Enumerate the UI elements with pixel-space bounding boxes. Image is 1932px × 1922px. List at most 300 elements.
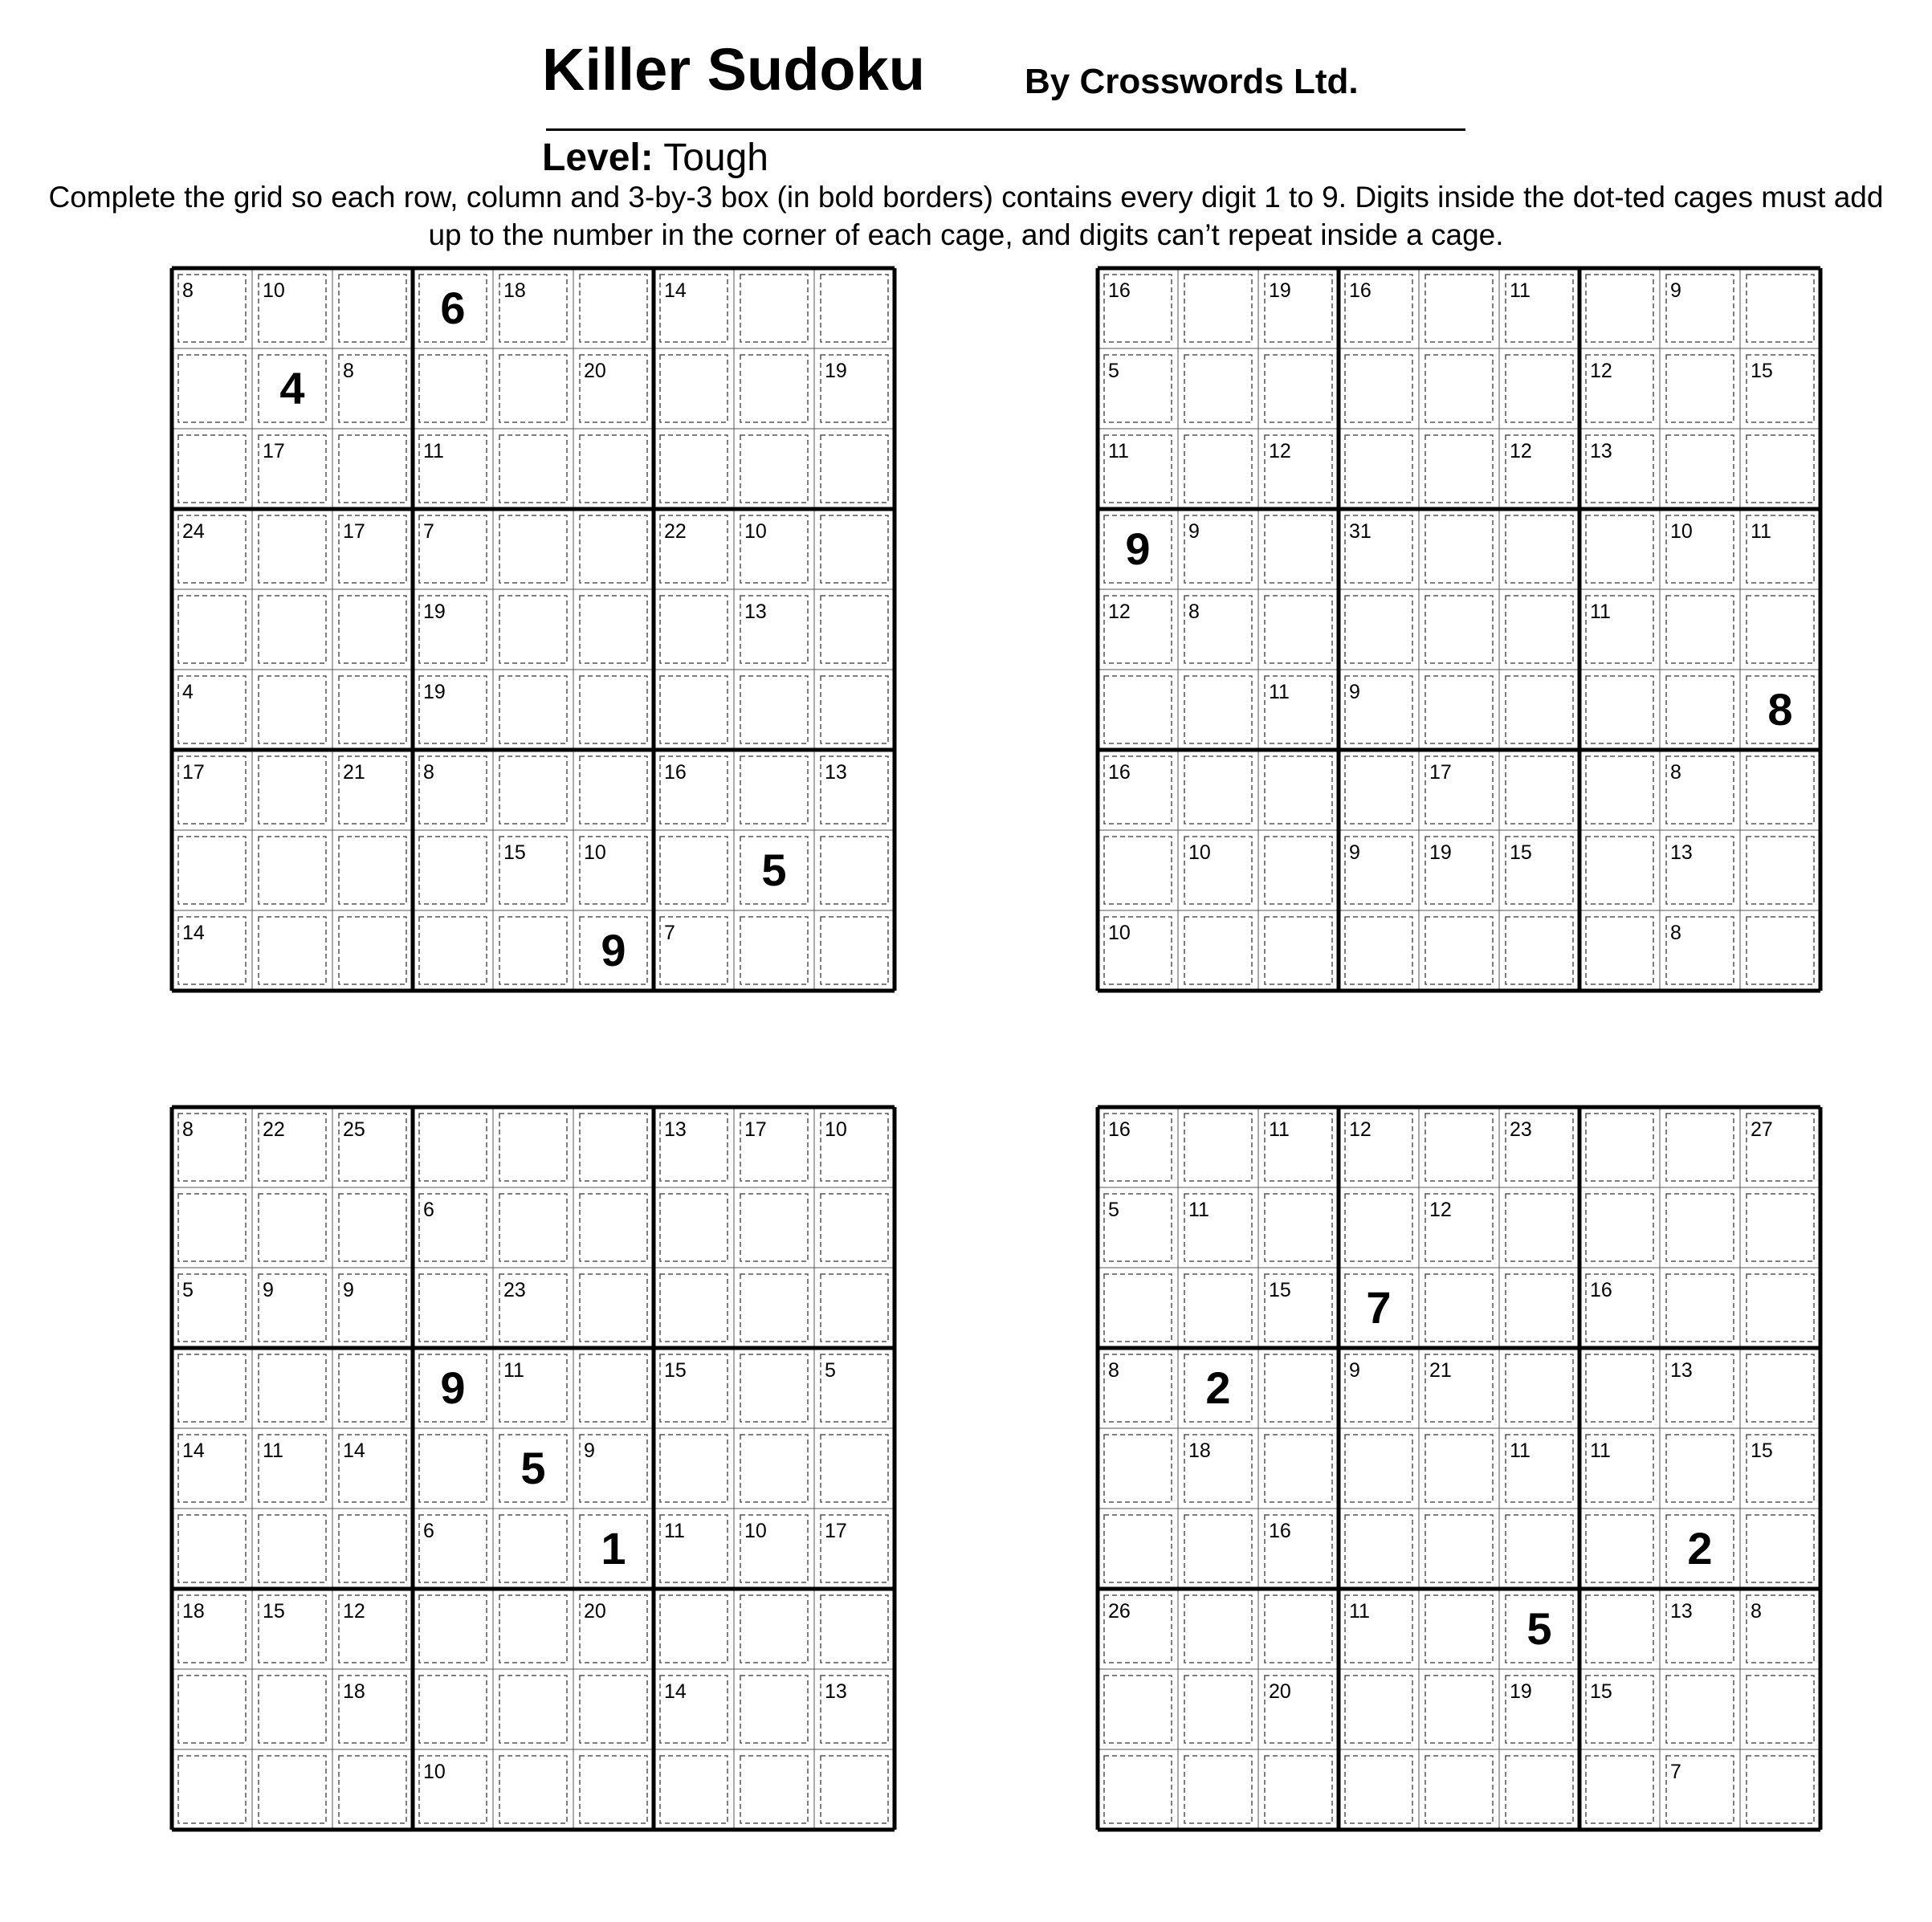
grid-cell[interactable]	[734, 1268, 814, 1348]
grid-cell[interactable]	[1579, 670, 1660, 750]
grid-cell[interactable]	[654, 589, 734, 670]
grid-cell[interactable]	[1339, 750, 1419, 830]
grid-cell[interactable]	[734, 1187, 814, 1268]
grid-cell[interactable]	[1499, 589, 1579, 670]
grid-cell[interactable]	[1419, 348, 1499, 429]
grid-cell[interactable]	[1579, 1509, 1660, 1589]
cage-sum: 5	[1108, 1199, 1119, 1221]
grid-cell[interactable]	[1579, 830, 1660, 910]
cage-sum: 9	[584, 1439, 595, 1462]
cage-sum: 13	[1670, 1359, 1693, 1382]
cage-sum: 16	[664, 761, 687, 784]
grid-cell[interactable]	[1419, 268, 1499, 348]
cage-sum: 31	[1349, 520, 1372, 543]
grid-cell[interactable]	[1740, 589, 1820, 670]
cage-sum: 18	[182, 1600, 205, 1623]
given-digit: 7	[1366, 1282, 1392, 1333]
grid-cell[interactable]	[252, 670, 332, 750]
grid-cell[interactable]	[1499, 910, 1579, 991]
grid-cell[interactable]	[1339, 1669, 1419, 1749]
grid-cell[interactable]	[172, 429, 252, 509]
cage-sum: 17	[1429, 761, 1452, 784]
grid-cell[interactable]	[493, 589, 573, 670]
grid-cell[interactable]	[1419, 910, 1499, 991]
grid-cell[interactable]	[654, 1749, 734, 1830]
grid-cell[interactable]	[1258, 1187, 1339, 1268]
grid-cell[interactable]	[493, 1749, 573, 1830]
cage-sum: 9	[1349, 681, 1360, 703]
puzzle-header	[0, 0, 1932, 257]
grid-cell[interactable]	[413, 1268, 493, 1348]
given-digit: 5	[520, 1443, 546, 1493]
cage-sum: 12	[1429, 1199, 1452, 1221]
puzzle-3-grid	[169, 1104, 898, 1837]
cage-sum: 10	[1670, 520, 1693, 543]
grid-cell[interactable]	[1258, 589, 1339, 670]
given-digit: 5	[761, 845, 787, 895]
grid-cell[interactable]	[172, 1749, 252, 1830]
cage-sum: 15	[1510, 841, 1532, 864]
cage-sum: 12	[1269, 440, 1291, 462]
grid-cell[interactable]	[573, 1268, 654, 1348]
grid-cell[interactable]	[332, 1749, 413, 1830]
cage-sum: 11	[1269, 1118, 1290, 1141]
grid-cell[interactable]	[1499, 509, 1579, 589]
cage-sum: 13	[1670, 1600, 1693, 1623]
grid-cell[interactable]	[1740, 1749, 1820, 1830]
grid-cell[interactable]	[332, 429, 413, 509]
cage-sum: 12	[1108, 601, 1131, 623]
grid-cell[interactable]	[172, 1348, 252, 1428]
grid-cell[interactable]	[573, 1107, 654, 1187]
cage-sum: 8	[423, 761, 434, 784]
grid-cell[interactable]	[1499, 348, 1579, 429]
cage-sum: 15	[1590, 1680, 1612, 1703]
grid-cell[interactable]	[654, 1428, 734, 1509]
grid-cell[interactable]	[413, 1589, 493, 1669]
cage-sum: 21	[343, 761, 365, 784]
grid-cell[interactable]	[814, 509, 895, 589]
grid-cell[interactable]	[1660, 1268, 1740, 1348]
grid-cell[interactable]	[573, 429, 654, 509]
grid-cell[interactable]	[1178, 1509, 1258, 1589]
grid-cell[interactable]	[1098, 830, 1178, 910]
grid-cell[interactable]	[654, 429, 734, 509]
cage-sum: 14	[182, 1439, 205, 1462]
grid-cell[interactable]	[1419, 1107, 1499, 1187]
cage-sum: 9	[343, 1279, 354, 1301]
cage-sum: 10	[825, 1118, 847, 1141]
grid-cell[interactable]	[1178, 1589, 1258, 1669]
grid-cell[interactable]	[1258, 910, 1339, 991]
grid-cell[interactable]	[1499, 1509, 1579, 1589]
grid-cell[interactable]	[493, 509, 573, 589]
puzzle-3-svg	[169, 1104, 898, 1833]
grid-cell[interactable]	[1258, 348, 1339, 429]
cage-sum: 10	[744, 520, 767, 543]
grid-cell[interactable]	[734, 1749, 814, 1830]
puzzle-2-grid	[1094, 265, 1824, 998]
grid-cell[interactable]	[1339, 348, 1419, 429]
grid-cell[interactable]	[252, 910, 332, 991]
grid-cell[interactable]	[413, 830, 493, 910]
grid-cell[interactable]	[413, 1669, 493, 1749]
cage-sum: 16	[1269, 1520, 1291, 1542]
puzzle-1-svg	[169, 265, 898, 994]
grid-cell[interactable]	[1579, 910, 1660, 991]
grid-cell[interactable]	[413, 1107, 493, 1187]
grid-cell[interactable]	[654, 1268, 734, 1348]
title-divider	[546, 128, 1465, 131]
grid-cell[interactable]	[413, 1428, 493, 1509]
grid-cell[interactable]	[814, 589, 895, 670]
cage-sum: 16	[1108, 1118, 1131, 1141]
grid-cell[interactable]	[734, 1428, 814, 1509]
grid-cell[interactable]	[1499, 1348, 1579, 1428]
grid-cell[interactable]	[493, 1509, 573, 1589]
grid-cell[interactable]	[1339, 589, 1419, 670]
cage-sum: 7	[664, 922, 675, 944]
cage-sum: 15	[1751, 1439, 1773, 1462]
cage-sum: 16	[1108, 761, 1131, 784]
grid-cell[interactable]	[1740, 1268, 1820, 1348]
grid-cell[interactable]	[814, 1268, 895, 1348]
grid-cell[interactable]	[1419, 509, 1499, 589]
grid-cell[interactable]	[573, 670, 654, 750]
grid-cell[interactable]	[734, 1348, 814, 1428]
given-digit: 9	[1125, 523, 1151, 574]
grid-cell[interactable]	[493, 670, 573, 750]
grid-cell[interactable]	[332, 830, 413, 910]
grid-cell[interactable]	[1419, 589, 1499, 670]
grid-cell[interactable]	[1740, 1348, 1820, 1428]
cage-sum: 22	[664, 520, 687, 543]
cage-sum: 19	[825, 360, 847, 382]
grid-cell[interactable]	[1178, 750, 1258, 830]
cage-sum: 23	[1510, 1118, 1532, 1141]
grid-cell[interactable]	[734, 348, 814, 429]
cage-sum: 13	[744, 601, 767, 623]
cage-sum: 12	[1590, 360, 1612, 382]
given-digit: 1	[601, 1523, 626, 1574]
grid-cell[interactable]	[1740, 750, 1820, 830]
cage-sum: 12	[1349, 1118, 1372, 1141]
cage-sum: 17	[825, 1520, 847, 1542]
grid-cell[interactable]	[1178, 1749, 1258, 1830]
grid-cell[interactable]	[493, 1669, 573, 1749]
cage-sum: 8	[182, 279, 194, 302]
cage-sum: 20	[1269, 1680, 1291, 1703]
grid-cell[interactable]	[332, 1348, 413, 1428]
grid-cell[interactable]	[1339, 1509, 1419, 1589]
grid-cell[interactable]	[172, 1509, 252, 1589]
given-digit: 9	[601, 925, 626, 975]
grid-cell[interactable]	[172, 589, 252, 670]
cage-sum: 13	[1670, 841, 1693, 864]
grid-cell[interactable]	[172, 1187, 252, 1268]
grid-cell[interactable]	[1098, 1268, 1178, 1348]
grid-cell[interactable]	[1579, 1749, 1660, 1830]
cage-sum: 13	[1590, 440, 1612, 462]
grid-cell[interactable]	[573, 750, 654, 830]
grid-cell[interactable]	[332, 268, 413, 348]
grid-cell[interactable]	[734, 268, 814, 348]
grid-cell[interactable]	[1339, 1187, 1419, 1268]
grid-cell[interactable]	[172, 830, 252, 910]
grid-cell[interactable]	[252, 1187, 332, 1268]
grid-cell[interactable]	[814, 830, 895, 910]
grid-cell[interactable]	[252, 830, 332, 910]
cage-sum: 10	[1108, 922, 1131, 944]
grid-cell[interactable]	[252, 1749, 332, 1830]
grid-cell[interactable]	[1740, 830, 1820, 910]
cage-sum: 9	[263, 1279, 274, 1301]
grid-cell[interactable]	[814, 1428, 895, 1509]
cage-sum: 17	[263, 440, 285, 462]
grid-cell[interactable]	[573, 1749, 654, 1830]
grid-cell[interactable]	[1660, 348, 1740, 429]
grid-cell[interactable]	[1339, 429, 1419, 509]
grid-cell[interactable]	[1660, 670, 1740, 750]
grid-cell[interactable]	[654, 830, 734, 910]
cage-sum: 14	[343, 1439, 365, 1462]
grid-cell[interactable]	[493, 348, 573, 429]
grid-cell[interactable]	[1579, 1107, 1660, 1187]
grid-cell[interactable]	[814, 1749, 895, 1830]
grid-cell[interactable]	[332, 910, 413, 991]
grid-cell[interactable]	[1660, 589, 1740, 670]
grid-cell[interactable]	[814, 268, 895, 348]
grid-cell[interactable]	[1579, 750, 1660, 830]
cage-sum: 16	[1349, 279, 1372, 302]
grid-cell[interactable]	[1579, 1348, 1660, 1428]
grid-cell[interactable]	[252, 1348, 332, 1428]
grid-cell[interactable]	[1178, 670, 1258, 750]
grid-cell[interactable]	[1499, 1749, 1579, 1830]
grid-cell[interactable]	[1339, 910, 1419, 991]
grid-cell[interactable]	[493, 1187, 573, 1268]
grid-cell[interactable]	[252, 509, 332, 589]
puzzle-4-svg	[1094, 1104, 1824, 1833]
grid-cell[interactable]	[1339, 1428, 1419, 1509]
grid-cell[interactable]	[1419, 429, 1499, 509]
cage-sum: 8	[343, 360, 354, 382]
grid-cell[interactable]	[413, 348, 493, 429]
cage-sum: 17	[343, 520, 365, 543]
grid-cell[interactable]	[814, 1589, 895, 1669]
grid-cell[interactable]	[332, 589, 413, 670]
grid-cell[interactable]	[654, 1589, 734, 1669]
grid-cell[interactable]	[573, 1187, 654, 1268]
cage-sum: 10	[263, 279, 285, 302]
grid-cell[interactable]	[1579, 1187, 1660, 1268]
grid-cell[interactable]	[1419, 1669, 1499, 1749]
cage-sum: 27	[1751, 1118, 1773, 1141]
cage-sum: 11	[1751, 520, 1771, 543]
given-digit: 6	[440, 283, 466, 333]
grid-cell[interactable]	[1660, 1428, 1740, 1509]
grid-cell[interactable]	[1660, 1669, 1740, 1749]
grid-cell[interactable]	[252, 589, 332, 670]
grid-cell[interactable]	[654, 1187, 734, 1268]
cage-sum: 20	[584, 360, 606, 382]
cage-sum: 7	[1670, 1761, 1681, 1783]
cage-sum: 12	[1510, 440, 1532, 462]
puzzle-1-grid	[169, 265, 898, 998]
grid-cell[interactable]	[1660, 1187, 1740, 1268]
given-digit: 2	[1687, 1523, 1713, 1574]
grid-cell[interactable]	[1178, 1669, 1258, 1749]
grid-cell[interactable]	[1740, 910, 1820, 991]
grid-cell[interactable]	[1098, 1509, 1178, 1589]
grid-cell[interactable]	[1098, 1749, 1178, 1830]
grid-cell[interactable]	[573, 509, 654, 589]
cage-sum: 16	[1590, 1279, 1612, 1301]
grid-cell[interactable]	[1178, 348, 1258, 429]
grid-cell[interactable]	[1419, 1589, 1499, 1669]
cage-sum: 18	[503, 279, 526, 302]
grid-cell[interactable]	[573, 589, 654, 670]
grid-cell[interactable]	[734, 670, 814, 750]
grid-cell[interactable]	[1499, 1268, 1579, 1348]
grid-cell[interactable]	[1258, 1348, 1339, 1428]
cage-sum: 11	[1269, 681, 1290, 703]
cage-sum: 25	[343, 1118, 365, 1141]
grid-cell[interactable]	[1258, 1749, 1339, 1830]
grid-cell[interactable]	[734, 429, 814, 509]
grid-cell[interactable]	[734, 910, 814, 991]
grid-cell[interactable]	[332, 1509, 413, 1589]
grid-cell[interactable]	[413, 910, 493, 991]
grid-cell[interactable]	[493, 429, 573, 509]
grid-cell[interactable]	[252, 1669, 332, 1749]
grid-cell[interactable]	[1178, 1268, 1258, 1348]
cage-sum: 8	[1108, 1359, 1119, 1382]
cage-sum: 19	[423, 601, 446, 623]
grid-cell[interactable]	[573, 1348, 654, 1428]
cage-sum: 10	[1188, 841, 1211, 864]
cage-sum: 5	[825, 1359, 836, 1382]
cage-sum: 10	[584, 841, 606, 864]
grid-cell[interactable]	[172, 348, 252, 429]
cage-sum: 17	[182, 761, 205, 784]
grid-cell[interactable]	[1178, 268, 1258, 348]
grid-cell[interactable]	[1499, 750, 1579, 830]
grid-cell[interactable]	[814, 910, 895, 991]
grid-cell[interactable]	[1258, 1589, 1339, 1669]
grid-cell[interactable]	[1740, 1509, 1820, 1589]
grid-cell[interactable]	[654, 670, 734, 750]
level-line	[542, 136, 768, 179]
puzzle-2-svg	[1094, 265, 1824, 994]
cage-sum: 19	[1510, 1680, 1532, 1703]
grid-cell[interactable]	[172, 1669, 252, 1749]
grid-cell[interactable]	[1499, 1187, 1579, 1268]
grid-cell[interactable]	[1499, 670, 1579, 750]
cage-sum: 13	[825, 1680, 847, 1703]
grid-cell[interactable]	[1419, 1749, 1499, 1830]
grid-cell[interactable]	[493, 1589, 573, 1669]
grid-cell[interactable]	[1740, 1187, 1820, 1268]
cage-sum: 8	[1670, 922, 1681, 944]
given-digit: 4	[279, 363, 305, 413]
grid-cell[interactable]	[573, 1669, 654, 1749]
grid-cell[interactable]	[1419, 1509, 1499, 1589]
cage-sum: 21	[1429, 1359, 1452, 1382]
grid-cell[interactable]	[734, 1589, 814, 1669]
grid-cell[interactable]	[573, 268, 654, 348]
grid-cell[interactable]	[1740, 1669, 1820, 1749]
grid-cell[interactable]	[1579, 268, 1660, 348]
grid-cell[interactable]	[1098, 670, 1178, 750]
cage-sum: 11	[1349, 1600, 1370, 1623]
cage-sum: 18	[1188, 1439, 1211, 1462]
grid-cell[interactable]	[1178, 910, 1258, 991]
cage-sum: 15	[263, 1600, 285, 1623]
grid-cell[interactable]	[332, 670, 413, 750]
grid-cell[interactable]	[1740, 268, 1820, 348]
grid-cell[interactable]	[1098, 1428, 1178, 1509]
grid-cell[interactable]	[1258, 830, 1339, 910]
grid-cell[interactable]	[493, 750, 573, 830]
cage-sum: 11	[263, 1439, 283, 1462]
cage-sum: 15	[1269, 1279, 1291, 1301]
cage-sum: 19	[1269, 279, 1291, 302]
cage-sum: 20	[584, 1600, 606, 1623]
cage-sum: 9	[1188, 520, 1200, 543]
cage-sum: 16	[1108, 279, 1131, 302]
level-value: Tough	[663, 136, 768, 179]
grid-cell[interactable]	[1660, 1107, 1740, 1187]
grid-cell[interactable]	[1660, 429, 1740, 509]
cage-sum: 13	[825, 761, 847, 784]
grid-cell[interactable]	[1579, 509, 1660, 589]
grid-cell[interactable]	[1419, 1428, 1499, 1509]
grid-cell[interactable]	[814, 670, 895, 750]
grid-cell[interactable]	[814, 429, 895, 509]
cage-sum: 26	[1108, 1600, 1131, 1623]
grid-cell[interactable]	[1098, 1669, 1178, 1749]
grid-cell[interactable]	[252, 750, 332, 830]
grid-cell[interactable]	[493, 1107, 573, 1187]
grid-cell[interactable]	[734, 750, 814, 830]
grid-cell[interactable]	[493, 910, 573, 991]
grid-cell[interactable]	[1339, 1749, 1419, 1830]
grid-cell[interactable]	[1419, 1268, 1499, 1348]
cage-sum: 14	[664, 1680, 687, 1703]
cage-sum: 19	[423, 681, 446, 703]
grid-cell[interactable]	[252, 1509, 332, 1589]
cage-sum: 10	[744, 1520, 767, 1542]
grid-cell[interactable]	[1258, 750, 1339, 830]
byline: By Crosswords Ltd.	[1025, 62, 1359, 101]
grid-cell[interactable]	[734, 1669, 814, 1749]
cage-sum: 11	[1590, 1439, 1611, 1462]
grid-cell[interactable]	[1178, 1107, 1258, 1187]
grid-cell[interactable]	[814, 1187, 895, 1268]
grid-cell[interactable]	[1258, 509, 1339, 589]
grid-cell[interactable]	[1579, 1589, 1660, 1669]
cage-sum: 8	[1670, 761, 1681, 784]
grid-cell[interactable]	[1740, 429, 1820, 509]
cage-sum: 11	[1108, 440, 1129, 462]
grid-cell[interactable]	[1178, 429, 1258, 509]
grid-cell[interactable]	[1258, 1428, 1339, 1509]
grid-cell[interactable]	[332, 1187, 413, 1268]
cage-sum: 6	[423, 1520, 434, 1542]
grid-cell[interactable]	[1419, 670, 1499, 750]
grid-cell[interactable]	[654, 348, 734, 429]
